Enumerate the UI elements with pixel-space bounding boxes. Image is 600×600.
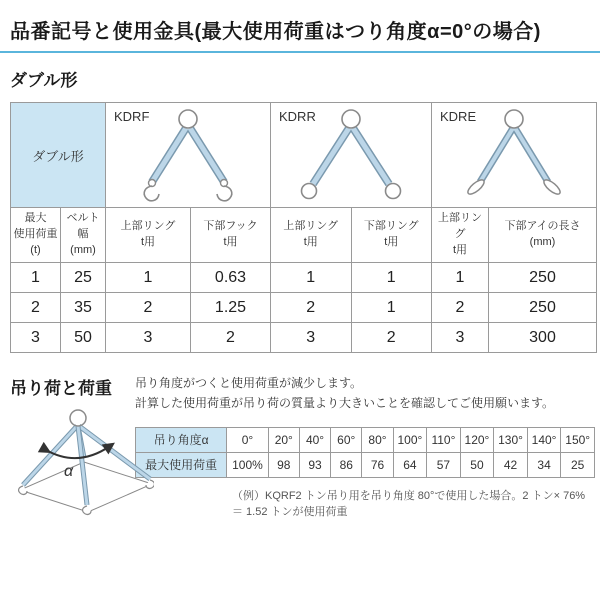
- angle-value: 60°: [331, 427, 362, 452]
- angle-value: 120°: [460, 427, 494, 452]
- hook-icon: [83, 506, 91, 514]
- load-description: [135, 374, 595, 414]
- eye-loop-icon: [466, 178, 486, 197]
- cell-lower-ring: 1: [351, 293, 432, 323]
- col-header-lower-eye-length: 下部アイの長さ (mm): [489, 208, 597, 263]
- col-header-lower-ring: 下部リング t用: [351, 208, 432, 263]
- cell-lower-hook: 2: [191, 323, 271, 353]
- bottom-ring-icon: [302, 184, 317, 199]
- col-header-max-load: 最大 使用荷重 (t): [11, 208, 61, 263]
- top-ring-icon: [342, 110, 360, 128]
- angle-load-table: [135, 427, 595, 478]
- cell-upper-ring: 2: [432, 293, 489, 323]
- angle-value: 110°: [427, 427, 461, 452]
- model-cell-kdrr: [271, 103, 432, 208]
- angle-value: 100°: [393, 427, 427, 452]
- cell-upper-ring: 2: [106, 293, 191, 323]
- cell-upper-ring: 1: [432, 263, 489, 293]
- cell-lower-ring: 1: [351, 263, 432, 293]
- col-header-upper-ring-2: 上部リング t用: [271, 208, 352, 263]
- load-row: [136, 452, 595, 477]
- load-description-line2: 計算した使用荷重が吊り荷の質量より大きいことを確認してご使用願います。: [135, 395, 555, 410]
- angle-row: [136, 427, 595, 452]
- cell-upper-ring: 1: [106, 263, 191, 293]
- angle-value: 150°: [561, 427, 595, 452]
- load-value: 42: [494, 452, 528, 477]
- column-header-row: [11, 208, 597, 263]
- cell-upper-ring: 3: [271, 323, 352, 353]
- load-right-column: [135, 374, 595, 519]
- angle-value: 140°: [527, 427, 561, 452]
- eye-loop-icon: [542, 178, 562, 197]
- angle-value: 0°: [227, 427, 268, 452]
- cell-upper-ring: 3: [432, 323, 489, 353]
- page-title: 品番記号と使用金具(最大使用荷重はつり角度α=0°の場合): [10, 21, 541, 43]
- bottom-ring-icon: [386, 184, 401, 199]
- type-label-cell: ダブル形: [11, 103, 106, 208]
- cell-belt-width: 35: [61, 293, 106, 323]
- angle-value: 130°: [494, 427, 528, 452]
- cell-upper-ring: 2: [271, 293, 352, 323]
- hook-link-icon: [221, 180, 228, 187]
- cell-max-load: 3: [11, 323, 61, 353]
- model-name-kdrf: KDRF: [114, 109, 150, 124]
- load-value: 100%: [227, 452, 268, 477]
- hook-icon: [144, 186, 159, 201]
- angle-value: 40°: [299, 427, 330, 452]
- cell-lower-ring: 2: [351, 323, 432, 353]
- hook-link-icon: [149, 180, 156, 187]
- cell-max-load: 1: [11, 263, 61, 293]
- load-row-label: 最大使用荷重: [136, 452, 227, 477]
- illustration-row: [11, 103, 597, 208]
- hook-icon: [217, 186, 232, 201]
- cell-lower-hook: 1.25: [191, 293, 271, 323]
- col-header-upper-ring-1: 上部リング t用: [106, 208, 191, 263]
- load-value: 34: [527, 452, 561, 477]
- angle-value: 20°: [268, 427, 299, 452]
- load-value: 50: [460, 452, 494, 477]
- cell-upper-ring: 3: [106, 323, 191, 353]
- cell-eye-length: 300: [489, 323, 597, 353]
- spec-row-2t: [11, 293, 597, 323]
- angle-row-label: 吊り角度α: [136, 427, 227, 452]
- top-ring-icon: [505, 110, 523, 128]
- cell-belt-width: 25: [61, 263, 106, 293]
- hook-icon: [146, 480, 154, 488]
- load-value: 64: [393, 452, 427, 477]
- spec-section-heading: ダブル形: [10, 71, 78, 90]
- load-section-heading: 吊り荷と荷重: [10, 379, 112, 398]
- model-cell-kdrf: [106, 103, 271, 208]
- load-value: 93: [299, 452, 330, 477]
- alpha-label: α: [64, 463, 74, 480]
- load-value: 76: [362, 452, 393, 477]
- top-ring-icon: [70, 410, 86, 426]
- cell-upper-ring: 1: [271, 263, 352, 293]
- col-header-belt-width: ベルト幅 (mm): [61, 208, 106, 263]
- model-name-kdre: KDRE: [440, 109, 477, 124]
- load-section: [0, 374, 600, 599]
- model-cell-kdre: [432, 103, 597, 208]
- model-name-kdrr: KDRR: [279, 109, 316, 124]
- title-underline: [0, 51, 600, 53]
- spec-row-1t: [11, 263, 597, 293]
- cell-belt-width: 50: [61, 323, 106, 353]
- load-value: 86: [331, 452, 362, 477]
- example-note: （例）KQRF2 トン吊り用を吊り角度 80°で使用した場合。2 トン× 76%＝ 1.52 トンが使用荷重: [232, 489, 586, 518]
- cell-eye-length: 250: [489, 293, 597, 323]
- load-value: 25: [561, 452, 595, 477]
- col-header-upper-ring-3: 上部リング t用: [432, 208, 489, 263]
- load-value: 57: [427, 452, 461, 477]
- col-header-lower-hook: 下部フック t用: [191, 208, 271, 263]
- sling-angle-diagram: [14, 406, 154, 556]
- spec-table: [10, 102, 597, 353]
- angle-value: 80°: [362, 427, 393, 452]
- cell-lower-hook: 0.63: [191, 263, 271, 293]
- cell-max-load: 2: [11, 293, 61, 323]
- cell-eye-length: 250: [489, 263, 597, 293]
- top-ring-icon: [179, 110, 197, 128]
- load-value: 98: [268, 452, 299, 477]
- spec-row-3t: [11, 323, 597, 353]
- load-description-line1: 吊り角度がつくと使用荷重が減少します。: [135, 376, 363, 390]
